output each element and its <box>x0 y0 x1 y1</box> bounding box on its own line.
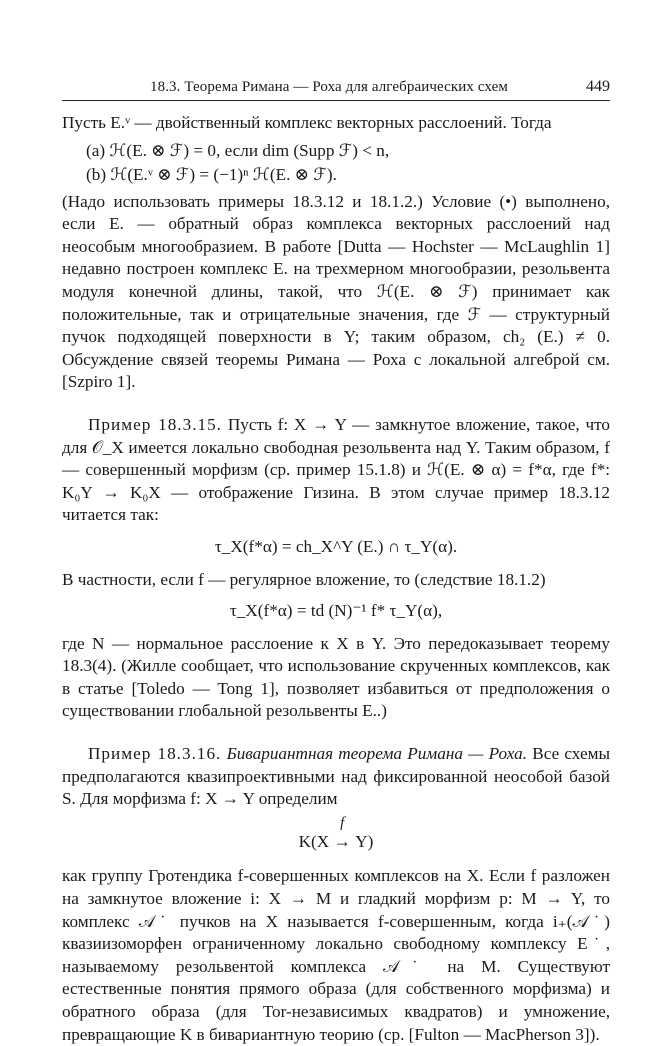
final-paragraph: как группу Гротендика f-совершенных комплексов на X. Если f разложен на замкнутое вложение i: X → M и гладкий морфизм p: M → Y, то комплекс 𝒜˙ пучков на X называется f-совершенным, когда i₊(𝒜˙) квазиизоморфен ограниченному локально свободному комплексу E˙, называемому резольвентой комплекса 𝒜˙ на M. Существуют естественные понятия прямого образа (для собственного морфизма) и обратного образа (для Tor-независимых квадратов) и умножение, превращающие K в бивариантную теорию (ср. [Fulton — MacPherson 3]). <box>62 866 610 1044</box>
formula-right: Y) <box>355 831 374 851</box>
example-16-label: Пример 18.3.16. <box>88 744 222 764</box>
note-paragraph: (Надо использовать примеры 18.3.12 и 18.1.2.) Условие (•) выполнено, если E. — обратный образ комплекса векторных расслоений над неособым многообразием. В работе [Dutta — Hochster — McLaughlin 1] недавно построен комплекс E. на трехмерном многообразии, резольвента модуля конечной длины, такой, что ℋ(E. ⊗ ℱ) принимает как положительные, так и отрицательные значения, где ℱ — структурный пучок подходящей поверхности в Y; таким образом, ch₂ (E.) ≠ 0. Обсуждение связей теоремы Римана — Роха с локальной алгеброй см. [Szpiro 1]. <box>62 191 610 392</box>
formula-bivariant-group <box>62 814 610 854</box>
page-number: 449 <box>586 78 610 95</box>
running-title: 18.3. Теорема Римана — Роха для алгебраических схем <box>150 79 508 95</box>
intro-paragraph: Пусть E.ᵛ — двойственный комплекс векторных расслоений. Тогда <box>62 113 552 132</box>
condition-b: (b) ℋ(E.ᵛ ⊗ ℱ) = (−1)ⁿ ℋ(E. ⊗ ℱ). <box>86 164 337 184</box>
example-16-title: Бивариантная теорема Римана — Роха. <box>226 744 528 764</box>
example-15-label: Пример 18.3.15. <box>88 414 222 434</box>
arrow-label: f <box>340 814 345 831</box>
arrow-with-label <box>329 814 355 854</box>
condition-a: (a) ℋ(E. ⊗ ℱ) = 0, если dim (Supp ℱ) < n, <box>86 140 390 160</box>
example-16-text: Все схемы предполагаются квазипроективными над фиксированной неособой базой S. Для морфизма f: X → Y определим <box>62 744 611 809</box>
page <box>62 76 610 1046</box>
normal-bundle-paragraph: где N — нормальное расслоение к X в Y. Это передоказывает теорему 18.3(4). (Жилле сообщает, что использование скрученных комплексов, как в статье [Toledo — Tong 1], позволяет избавиться от предположения о существовании глобальной резольвенты E..) <box>62 633 610 721</box>
arrow-icon: → <box>333 831 351 851</box>
page-body <box>62 112 610 1046</box>
formula-chern-character: τ_X(f*α) = ch_X^Y (E.) ∩ τ_Y(α). <box>214 536 458 556</box>
particular-paragraph: В частности, если f — регулярное вложение, то (следствие 18.1.2) <box>62 569 546 589</box>
page-header <box>62 76 610 101</box>
example-15-text: Пусть f: X → Y — замкнутое вложение, такое, что для 𝒪_X имеется локально свободная резольвента над Y. Таким образом, f — совершенный морфизм (ср. пример 15.1.8) и ℋ(E. ⊗ α) = f*α, где f*: K₀Y → K₀X — отображение Гизина. В этом случае пример 18.3.12 читается так: <box>62 414 611 525</box>
example-15-paragraph <box>62 414 610 527</box>
example-16-paragraph <box>62 743 610 811</box>
formula-todd-class: τ_X(f*α) = td (N)⁻¹ f* τ_Y(α), <box>229 601 443 621</box>
formula-left: K(X <box>298 831 330 851</box>
